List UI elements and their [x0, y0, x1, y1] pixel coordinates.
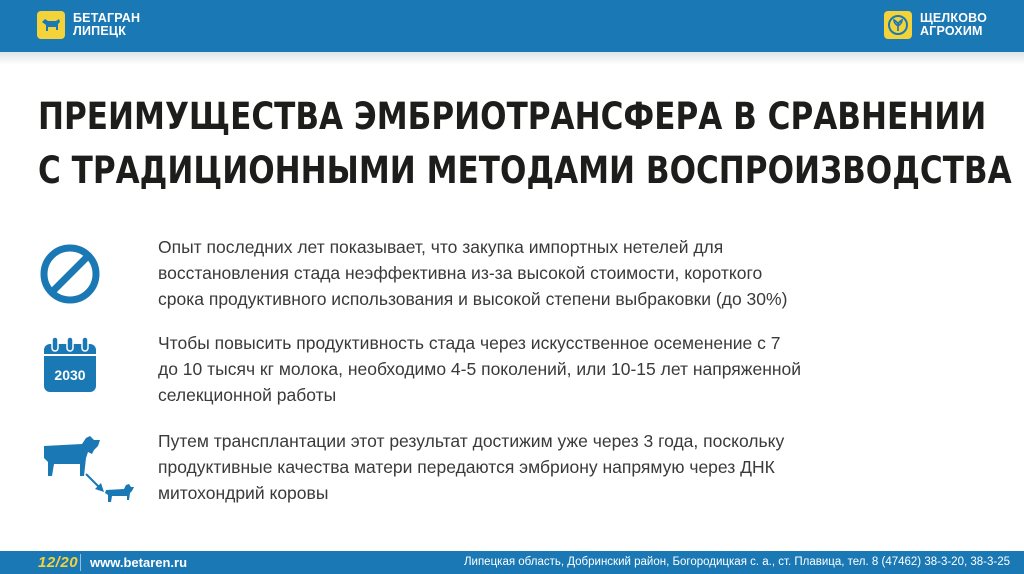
item-1-text — [158, 234, 898, 312]
title-line-1: ПРЕИМУЩЕСТВА ЭМБРИОТРАНСФЕРА В СРАВНЕНИИ — [38, 95, 987, 138]
item-3-line-3: митохондрий коровы — [158, 483, 329, 503]
page-title — [38, 90, 1012, 198]
brand-left-line2: ЛИПЕЦК — [73, 24, 127, 38]
betagran-logo[interactable] — [37, 10, 140, 40]
page-number: 12/20 — [38, 554, 79, 571]
contact-address: Липецкая область, Добринский район, Богородицкая с. а., ст. Плавица, тел. 8 (47462) 38-3-20, 38-3-25 — [463, 556, 1010, 568]
item-3-line-2: продуктивные качества матери передаются эмбриону напрямую через ДНК — [158, 457, 775, 477]
item-1-line-1: Опыт последних лет показывает, что закупка импортных нетелей для — [158, 237, 724, 257]
plant-logo-icon — [884, 11, 912, 39]
item-2-line-3: селекционной работы — [158, 385, 337, 405]
header-bar — [0, 0, 1024, 52]
item-1-line-3: срока продуктивного использования и высокой степени выбраковки (до 30%) — [158, 289, 788, 309]
brand-right-line1: ЩЕЛКОВО — [919, 11, 987, 25]
cow-logo-icon — [37, 11, 65, 39]
item-2-text — [158, 330, 898, 408]
footer-bar — [0, 551, 1024, 574]
shchelkovo-logo[interactable] — [884, 10, 987, 40]
header-shadow — [0, 52, 1024, 65]
item-2-line-1: Чтобы повысить продуктивность стада через искусственное осеменение с 7 — [158, 333, 781, 353]
footer-divider — [80, 554, 81, 571]
prohibited-icon — [38, 242, 102, 311]
website-link[interactable]: www.betaren.ru — [90, 555, 188, 570]
item-3-line-1: Путем трансплантации этот результат достижим уже через 3 года, поскольку — [158, 431, 785, 451]
item-2-line-2: до 10 тысяч кг молока, необходимо 4-5 поколений, или 10-15 лет напряженной — [158, 359, 802, 379]
item-1-line-2: восстановления стада неэффективна из-за высокой стоимости, короткого — [158, 263, 763, 283]
calendar-icon — [38, 332, 102, 401]
brand-left-line1: БЕТАГРАН — [73, 11, 141, 25]
calendar-year-label: 2030 — [54, 367, 86, 383]
title-line-2: С ТРАДИЦИОННЫМИ МЕТОДАМИ ВОСПРОИЗВОДСТВА — [38, 149, 1012, 192]
cow-calf-icon — [38, 432, 138, 515]
brand-right-line2: АГРОХИМ — [919, 24, 983, 38]
item-3-text — [158, 428, 898, 506]
